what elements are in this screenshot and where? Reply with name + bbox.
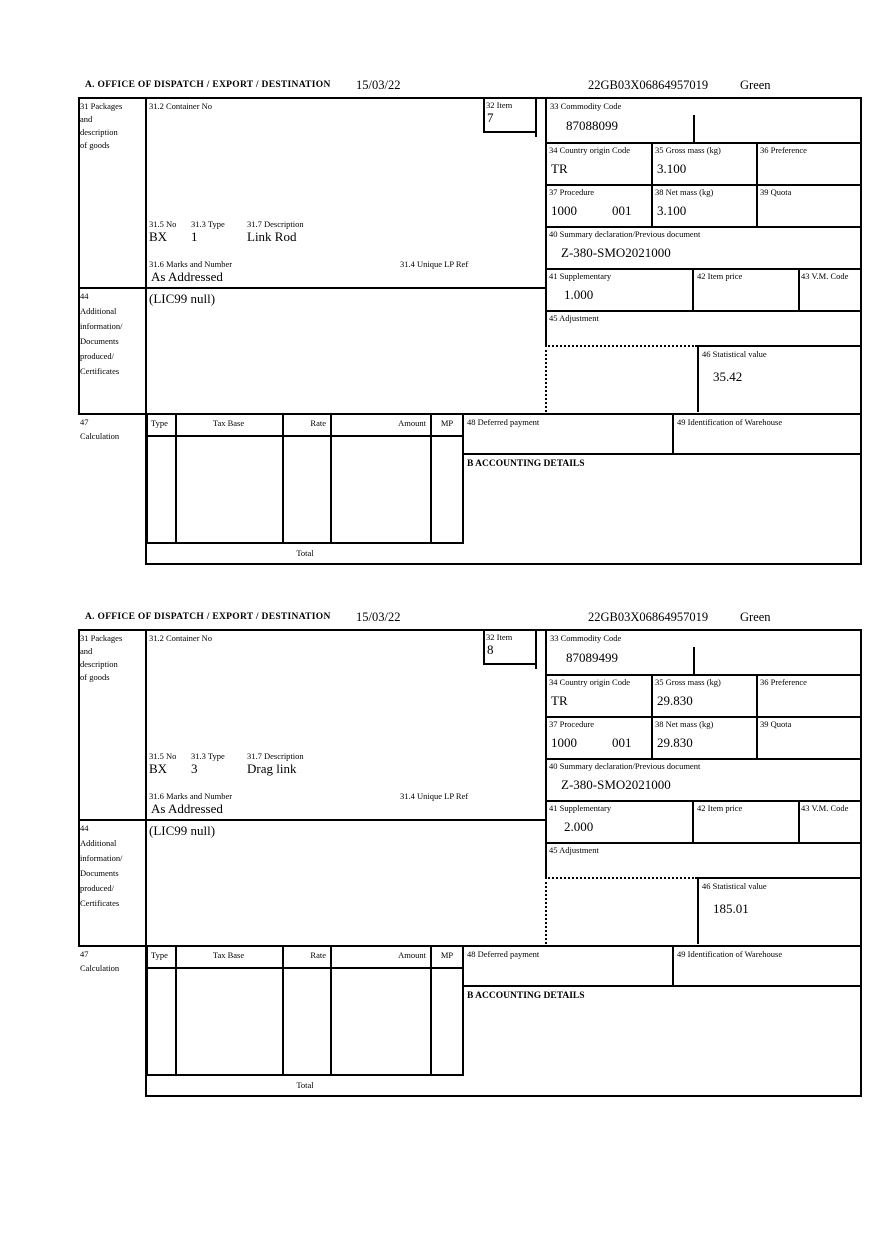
accounting-details-label: B ACCOUNTING DETAILS [467,991,585,1001]
grid-line [697,345,860,347]
gross-mass-label: 35 Gross mass (kg) [655,677,721,687]
calc-total-label: Total [296,1080,314,1090]
commodity-code-label: 33 Commodity Code [550,633,622,643]
grid-line [282,413,284,544]
grid-line [756,674,758,760]
commodity-code-label: 33 Commodity Code [550,101,622,111]
calculation-label: 47 [80,417,89,427]
preference-label: 36 Preference [760,145,807,155]
declaration-item-block [0,0,882,570]
item-price-label: 42 Item price [697,803,743,813]
statistical-value-label: 46 Statistical value [702,349,767,359]
calc-tax-base-header: Tax Base [212,950,245,960]
office-of-dispatch-label: A. OFFICE OF DISPATCH / EXPORT / DESTINATION [85,612,331,622]
previous-document-label: 40 Summary declaration/Previous document [549,229,701,239]
grid-line [798,268,800,312]
commodity-code-value: 87088099 [566,118,618,133]
additional-info-label: Documents [80,336,119,346]
additional-info-label: Documents [80,868,119,878]
warehouse-id-label: 49 Identification of Warehouse [677,417,783,427]
statistical-value: 185.01 [713,901,749,916]
vm-code-label: 43 V.M. Code [801,271,849,281]
packages-label: description [80,127,118,137]
gross-mass-value: 29.830 [657,693,693,708]
additional-info-label: Certificates [80,366,120,376]
container-no-label: 31.2 Container No [149,101,213,111]
calc-rate-header: Rate [310,950,326,960]
item-label: 32 Item [486,100,513,110]
additional-info-label: Additional [80,838,117,848]
commodity-code-divider [693,647,695,674]
calc-rate-header: Rate [310,418,326,428]
packages-no-label: 31.5 No [149,751,177,761]
packages-no-value: BX [149,229,168,244]
grid-line [146,967,464,969]
previous-document-value: Z-380-SMO2021000 [561,777,671,792]
grid-line [146,1095,862,1097]
calc-amount-header: Amount [398,418,426,428]
procedure-label: 37 Procedure [549,187,595,197]
procedure-extra-value: 001 [612,735,632,750]
packages-label: 31 Packages [80,101,123,111]
commodity-code-divider [693,115,695,142]
packages-no-value: BX [149,761,168,776]
grid-line [430,945,432,1076]
grid-line [175,413,177,544]
declaration-item-block [0,532,882,1102]
grid-line [146,1074,464,1076]
grid-line [483,663,537,665]
office-of-dispatch-label: A. OFFICE OF DISPATCH / EXPORT / DESTINATION [85,80,331,90]
packages-label: of goods [80,672,110,682]
procedure-label: 37 Procedure [549,719,595,729]
additional-info-value: (LIC99 null) [149,291,216,306]
warehouse-id-label: 49 Identification of Warehouse [677,949,783,959]
grid-line [462,945,464,1076]
previous-document-label: 40 Summary declaration/Previous document [549,761,701,771]
item-price-label: 42 Item price [697,271,743,281]
packages-type-value: 3 [191,761,198,776]
adjustment-label: 45 Adjustment [549,313,599,323]
adjustment-dotted-line [545,345,547,412]
net-mass-value: 29.830 [657,735,693,750]
description-value: Drag link [247,761,297,776]
declaration-date: 15/03/22 [356,610,401,624]
supplementary-value: 2.000 [564,819,594,834]
grid-line [146,945,148,1076]
statistical-value: 35.42 [713,369,743,384]
packages-type-label: 31.3 Type [191,751,225,761]
unique-lp-ref-label: 31.4 Unique LP Ref [400,259,469,269]
procedure-value: 1000 [551,203,577,218]
grid-line [545,758,862,760]
adjustment-dotted-line [545,345,697,347]
grid-line [462,413,464,544]
calculation-label: Calculation [80,431,120,441]
accounting-details-label: B ACCOUNTING DETAILS [467,459,585,469]
grid-line [860,629,862,1097]
grid-line [697,877,699,944]
deferred-payment-label: 48 Deferred payment [467,417,540,427]
previous-document-value: Z-380-SMO2021000 [561,245,671,260]
grid-line [330,413,332,544]
marks-value: As Addressed [151,801,223,816]
additional-info-label: produced/ [80,351,114,361]
country-origin-value: TR [551,161,568,176]
grid-line [651,142,653,228]
adjustment-dotted-line [545,877,547,944]
grid-line [672,413,674,455]
grid-line [78,287,547,289]
packages-type-label: 31.3 Type [191,219,225,229]
additional-info-label: Additional [80,306,117,316]
grid-line [282,945,284,1076]
packages-type-value: 1 [191,229,198,244]
marks-label: 31.6 Marks and Number [149,259,233,269]
declaration-date: 15/03/22 [356,78,401,92]
packages-label: description [80,659,118,669]
net-mass-label: 38 Net mass (kg) [655,187,714,197]
grid-line [430,413,432,544]
grid-line [692,800,694,844]
grid-line [330,945,332,1076]
procedure-value: 1000 [551,735,577,750]
supplementary-value: 1.000 [564,287,594,302]
additional-info-label: 44 [80,823,89,833]
description-value: Link Rod [247,229,297,244]
country-origin-value: TR [551,693,568,708]
calc-mp-header: MP [440,950,454,960]
grid-line [483,629,485,665]
grid-line [462,453,862,455]
grid-line [545,800,862,802]
grid-line [146,413,148,544]
quota-label: 39 Quota [760,187,792,197]
additional-info-label: information/ [80,321,123,331]
grid-line [860,97,862,565]
preference-label: 36 Preference [760,677,807,687]
marks-label: 31.6 Marks and Number [149,791,233,801]
additional-info-label: Certificates [80,898,120,908]
calc-type-header: Type [151,950,168,960]
movement-reference-number: 22GB03X06864957019 [588,78,709,92]
grid-line [545,674,862,676]
packages-no-label: 31.5 No [149,219,177,229]
supplementary-label: 41 Supplementary [549,271,612,281]
grid-line [462,985,862,987]
net-mass-value: 3.100 [657,203,687,218]
description-label: 31.7 Description [247,751,304,761]
grid-line [545,268,862,270]
grid-line [483,97,485,133]
grid-line [545,310,862,312]
additional-info-value: (LIC99 null) [149,823,216,838]
calc-tax-base-header: Tax Base [212,418,245,428]
grid-line [672,945,674,987]
grid-line [483,131,537,133]
procedure-extra-value: 001 [612,203,632,218]
grid-line [78,945,862,947]
grid-line [697,345,699,412]
net-mass-label: 38 Net mass (kg) [655,719,714,729]
item-number-value: 8 [487,642,494,657]
grid-line [651,674,653,760]
item-number-value: 7 [487,110,494,125]
packages-label: 31 Packages [80,633,123,643]
grid-line [545,184,862,186]
routing-status: Green [740,78,771,92]
quota-label: 39 Quota [760,719,792,729]
grid-line [146,435,464,437]
gross-mass-value: 3.100 [657,161,687,176]
packages-label: and [80,646,93,656]
packages-label: of goods [80,140,110,150]
vm-code-label: 43 V.M. Code [801,803,849,813]
container-no-label: 31.2 Container No [149,633,213,643]
grid-line [545,226,862,228]
calculation-label: Calculation [80,963,120,973]
calc-type-header: Type [151,418,168,428]
calc-amount-header: Amount [398,950,426,960]
grid-line [78,819,547,821]
grid-line [545,629,547,877]
country-origin-label: 34 Country origin Code [549,145,630,155]
movement-reference-number: 22GB03X06864957019 [588,610,709,624]
packages-label: and [80,114,93,124]
deferred-payment-label: 48 Deferred payment [467,949,540,959]
additional-info-label: produced/ [80,883,114,893]
grid-line [545,842,862,844]
country-origin-label: 34 Country origin Code [549,677,630,687]
grid-line [545,716,862,718]
grid-line [78,413,862,415]
supplementary-label: 41 Supplementary [549,803,612,813]
marks-value: As Addressed [151,269,223,284]
grid-line [798,800,800,844]
gross-mass-label: 35 Gross mass (kg) [655,145,721,155]
statistical-value-label: 46 Statistical value [702,881,767,891]
grid-line [545,97,547,345]
grid-line [78,629,862,631]
grid-line [697,877,860,879]
adjustment-dotted-line [545,877,697,879]
grid-line [756,142,758,228]
additional-info-label: 44 [80,291,89,301]
grid-line [78,97,862,99]
routing-status: Green [740,610,771,624]
calculation-label: 47 [80,949,89,959]
commodity-code-value: 87089499 [566,650,618,665]
grid-line [692,268,694,312]
grid-line [545,142,862,144]
calc-mp-header: MP [440,418,454,428]
additional-info-label: information/ [80,853,123,863]
unique-lp-ref-label: 31.4 Unique LP Ref [400,791,469,801]
description-label: 31.7 Description [247,219,304,229]
item-label: 32 Item [486,632,513,642]
adjustment-label: 45 Adjustment [549,845,599,855]
grid-line [175,945,177,1076]
calc-total-label: Total [296,548,314,558]
